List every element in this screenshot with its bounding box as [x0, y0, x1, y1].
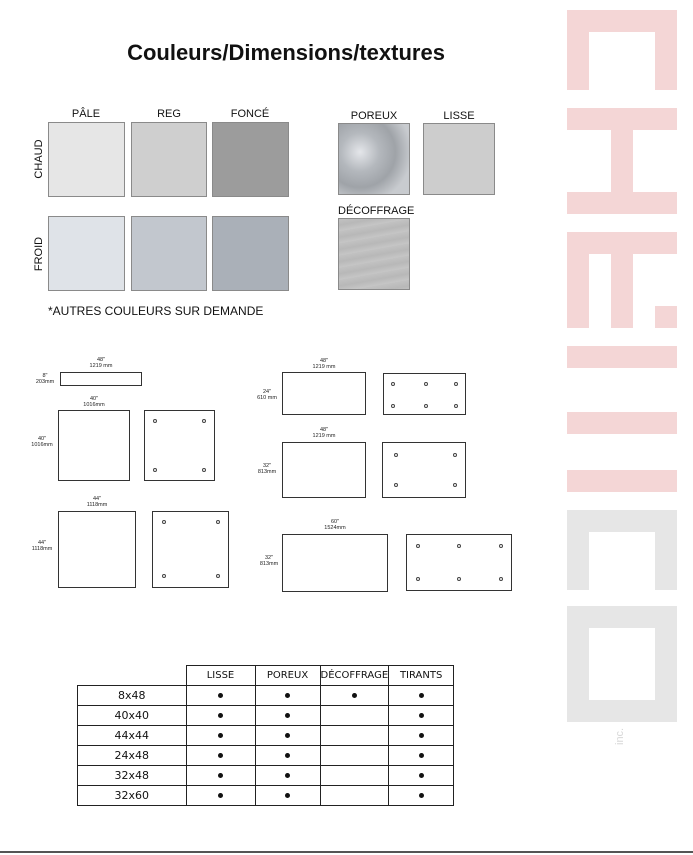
table-row — [78, 706, 454, 726]
tie-hole — [162, 574, 166, 578]
availability-dot — [218, 773, 223, 778]
table-cell-lisse — [186, 766, 255, 786]
tie-hole — [499, 544, 503, 548]
panel-24x48-tie-holes — [383, 373, 466, 415]
panel-44x44 — [58, 511, 136, 588]
dim-32x60-width-in: 60" — [330, 519, 340, 525]
bottom-rule — [0, 851, 693, 853]
swatch-chaud-fonce — [212, 122, 289, 197]
texture-swatch-lisse — [423, 123, 495, 195]
tie-hole — [216, 520, 220, 524]
availability-dot — [218, 713, 223, 718]
panel-32x48 — [282, 442, 366, 498]
table-cell-size: 40x40 — [78, 706, 187, 726]
compatibility-table — [77, 665, 454, 806]
availability-dot — [285, 733, 290, 738]
table-row — [78, 746, 454, 766]
table-cell-lisse — [186, 786, 255, 806]
texture-label-poreux: POREUX — [350, 110, 398, 122]
availability-dot — [419, 773, 424, 778]
tie-hole — [162, 520, 166, 524]
table-row — [78, 766, 454, 786]
panel-32x48-tie-holes — [382, 442, 466, 498]
row-label-froid: FROID — [33, 236, 45, 272]
dim-24x48-height-mm: 610 mm — [257, 395, 277, 401]
table-cell-size: 8x48 — [78, 686, 187, 706]
tie-hole — [454, 382, 458, 386]
texture-swatch-poreux — [338, 123, 410, 195]
tie-hole — [202, 468, 206, 472]
dim-8x48-width-in: 48" — [96, 357, 106, 363]
watermark-suffix: inc. — [614, 727, 626, 745]
dim-44x44-width-mm: 1118mm — [86, 502, 108, 508]
panel-8x48 — [60, 372, 142, 386]
panel-44x44-tie-holes — [152, 511, 229, 588]
tie-hole — [391, 404, 395, 408]
dim-32x60-height-mm: 813mm — [259, 561, 279, 567]
tie-hole — [202, 419, 206, 423]
table-cell-poreux — [255, 746, 320, 766]
table-cell-lisse — [186, 746, 255, 766]
availability-dot — [285, 753, 290, 758]
table-header-lisse: LISSE — [186, 666, 255, 686]
table-cell-size: 32x48 — [78, 766, 187, 786]
row-label-chaud: CHAUD — [33, 139, 45, 179]
dim-8x48-width-mm: 1219 mm — [89, 363, 113, 369]
tie-hole — [453, 483, 457, 487]
col-header-pale: PÂLE — [71, 108, 101, 120]
texture-swatch-decoffrage — [338, 218, 410, 290]
table-cell-tirants — [389, 686, 454, 706]
col-header-reg: REG — [157, 108, 181, 120]
dim-32x48-height-mm: 813mm — [257, 469, 277, 475]
tie-hole — [394, 453, 398, 457]
table-cell-tirants — [389, 766, 454, 786]
table-row — [78, 686, 454, 706]
tie-hole — [416, 577, 420, 581]
table-row — [78, 726, 454, 746]
dim-44x44-width-in: 44" — [92, 496, 102, 502]
swatch-froid-fonce — [212, 216, 289, 291]
panel-32x60 — [282, 534, 388, 592]
table-cell-poreux — [255, 726, 320, 746]
table-cell-size: 24x48 — [78, 746, 187, 766]
table-cell-lisse — [186, 726, 255, 746]
dim-32x60-width-mm: 1524mm — [324, 525, 346, 531]
availability-dot — [419, 693, 424, 698]
dim-40x40-height-mm: 1016mm — [31, 442, 53, 448]
panel-40x40-tie-holes — [144, 410, 215, 481]
tie-hole — [153, 468, 157, 472]
table-body — [78, 686, 454, 806]
tie-hole — [457, 544, 461, 548]
table-cell-poreux — [255, 786, 320, 806]
availability-dot — [419, 733, 424, 738]
table-cell-decoffrage — [320, 766, 389, 786]
tie-hole — [416, 544, 420, 548]
page-title: Couleurs/Dimensions/textures — [127, 40, 445, 65]
dim-44x44-height-mm: 1118mm — [31, 546, 53, 552]
table-cell-decoffrage — [320, 686, 389, 706]
dim-24x48-height-in: 24" — [262, 389, 272, 395]
availability-dot — [419, 753, 424, 758]
table-cell-tirants — [389, 786, 454, 806]
table-cell-decoffrage — [320, 786, 389, 806]
table-header-poreux: POREUX — [255, 666, 320, 686]
dim-24x48-width-mm: 1219 mm — [312, 364, 336, 370]
table-header-blank — [78, 666, 187, 686]
availability-dot — [218, 693, 223, 698]
availability-dot — [285, 713, 290, 718]
dim-40x40-width-mm: 1016mm — [83, 402, 105, 408]
availability-dot — [285, 693, 290, 698]
dim-8x48-height-mm: 203mm — [35, 379, 55, 385]
table-cell-tirants — [389, 746, 454, 766]
dim-24x48-width-in: 48" — [319, 358, 329, 364]
tie-hole — [153, 419, 157, 423]
tie-hole — [457, 577, 461, 581]
swatch-froid-pale — [48, 216, 125, 291]
dim-32x48-height-in: 32" — [262, 463, 272, 469]
dim-40x40-height-in: 40" — [37, 436, 47, 442]
tie-hole — [454, 404, 458, 408]
swatch-chaud-reg — [131, 122, 207, 197]
texture-label-decoffrage: DÉCOFFRAGE — [338, 205, 415, 217]
table-cell-lisse — [186, 706, 255, 726]
availability-dot — [352, 693, 357, 698]
tie-hole — [394, 483, 398, 487]
table-cell-decoffrage — [320, 706, 389, 726]
chamco-watermark-logo — [553, 0, 693, 760]
swatch-froid-reg — [131, 216, 207, 291]
tie-hole — [424, 382, 428, 386]
table-cell-poreux — [255, 766, 320, 786]
dim-32x60-height-in: 32" — [264, 555, 274, 561]
table-cell-decoffrage — [320, 746, 389, 766]
panel-40x40 — [58, 410, 130, 481]
swatch-chaud-pale — [48, 122, 125, 197]
table-cell-poreux — [255, 686, 320, 706]
dim-8x48-height-in: 8" — [42, 373, 48, 379]
table-cell-tirants — [389, 706, 454, 726]
availability-dot — [218, 793, 223, 798]
availability-dot — [218, 733, 223, 738]
table-cell-size: 32x60 — [78, 786, 187, 806]
table-header-decoffrage: DÉCOFFRAGE — [320, 666, 389, 686]
tie-hole — [424, 404, 428, 408]
panel-24x48 — [282, 372, 366, 415]
availability-dot — [419, 713, 424, 718]
table-header-row — [78, 666, 454, 686]
availability-dot — [285, 773, 290, 778]
table-header-tirants: TIRANTS — [389, 666, 454, 686]
table-cell-tirants — [389, 726, 454, 746]
availability-dot — [285, 793, 290, 798]
dim-44x44-height-in: 44" — [37, 540, 47, 546]
tie-hole — [453, 453, 457, 457]
table-row — [78, 786, 454, 806]
tie-hole — [391, 382, 395, 386]
availability-dot — [218, 753, 223, 758]
panel-32x60-tie-holes — [406, 534, 512, 591]
dim-40x40-width-in: 40" — [89, 396, 99, 402]
tie-hole — [216, 574, 220, 578]
tie-hole — [499, 577, 503, 581]
table-cell-size: 44x44 — [78, 726, 187, 746]
dim-32x48-width-mm: 1219 mm — [312, 433, 336, 439]
table-cell-decoffrage — [320, 726, 389, 746]
availability-dot — [419, 793, 424, 798]
col-header-fonce: FONCÉ — [230, 108, 270, 120]
texture-label-lisse: LISSE — [443, 110, 475, 122]
note-other-colors: *AUTRES COULEURS SUR DEMANDE — [48, 304, 264, 318]
table-cell-lisse — [186, 686, 255, 706]
table-cell-poreux — [255, 706, 320, 726]
dim-32x48-width-in: 48" — [319, 427, 329, 433]
